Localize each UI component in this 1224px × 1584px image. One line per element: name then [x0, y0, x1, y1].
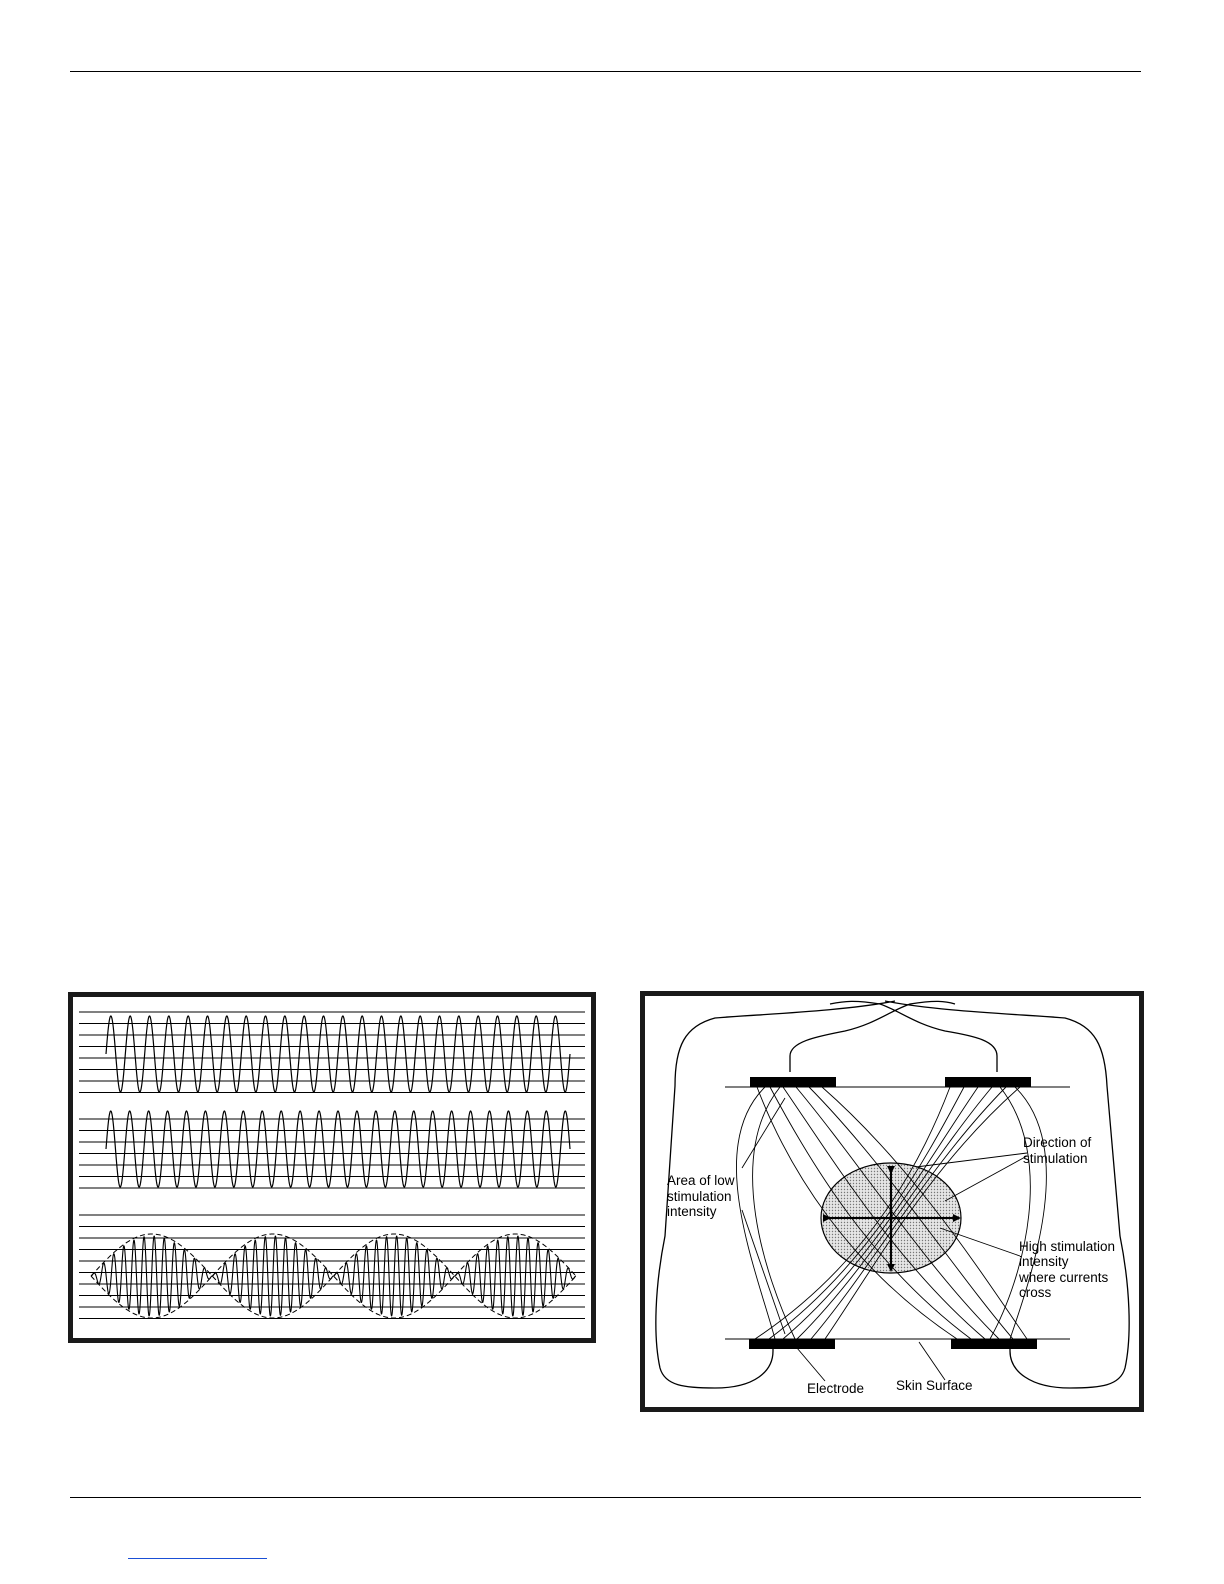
label-skin-surface: Skin Surface — [896, 1378, 973, 1393]
electrode-top-left — [750, 1077, 836, 1087]
label-high-2: intensity — [1019, 1254, 1069, 1269]
label-high-1: High stimulation — [1019, 1239, 1116, 1254]
waveform-figure — [68, 992, 596, 1343]
beat-wave — [91, 1236, 576, 1316]
header-rule — [70, 71, 1141, 72]
label-area-low-2: stimulation — [667, 1189, 732, 1204]
label-direction-2: stimulation — [1023, 1151, 1088, 1166]
electrode-bottom-right — [951, 1339, 1037, 1349]
label-electrode: Electrode — [807, 1381, 865, 1396]
current-path-outer — [1010, 1087, 1046, 1339]
footer-link-underline[interactable] — [128, 1558, 267, 1559]
label-direction-1: Direction of — [1023, 1135, 1092, 1150]
label-high-4: cross — [1019, 1285, 1052, 1300]
label-area-low-1: Area of low — [667, 1173, 735, 1188]
label-high-3: where currents — [1019, 1270, 1109, 1285]
lead-left-top — [790, 1001, 955, 1072]
label-area-low-3: intensity — [667, 1204, 717, 1219]
interferential-svg — [645, 996, 1139, 1407]
interferential-diagram — [640, 991, 1144, 1412]
carrier-wave-2 — [106, 1111, 570, 1187]
electrode-top-right — [945, 1077, 1031, 1087]
current-path-outer — [990, 1087, 1030, 1339]
footer-rule — [70, 1497, 1141, 1498]
waveform-svg — [73, 997, 591, 1338]
electrode-bottom-left — [749, 1339, 835, 1349]
